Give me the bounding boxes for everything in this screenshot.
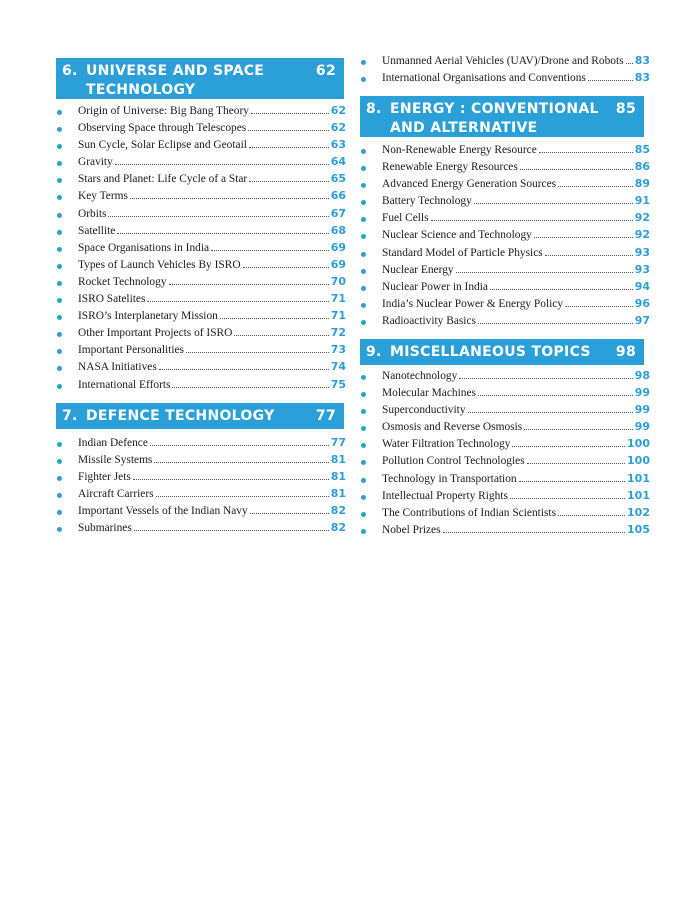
toc-entry[interactable] [56, 207, 346, 224]
bullet-icon [57, 144, 62, 149]
toc-entry-page: 68 [330, 223, 346, 237]
dot-leader [456, 272, 633, 273]
bullet-icon [361, 77, 366, 82]
dot-leader [249, 147, 329, 148]
toc-entry[interactable] [56, 292, 346, 309]
toc-entry-page: 86 [634, 160, 650, 174]
toc-list-section-8 [360, 143, 650, 331]
toc-entry-label: ISRO’s Interplanetary Mission [78, 310, 218, 323]
dot-leader [186, 352, 329, 353]
dot-leader [524, 429, 633, 430]
toc-entry[interactable] [360, 314, 650, 331]
dot-leader [558, 515, 625, 516]
toc-entry-page: 97 [634, 313, 650, 327]
toc-entry[interactable] [360, 420, 650, 437]
toc-entry-label: Gravity [78, 156, 113, 169]
toc-entry[interactable] [56, 378, 346, 395]
toc-entry-label: Origin of Universe: Big Bang Theory [78, 105, 249, 117]
dot-leader [558, 186, 633, 187]
bullet-icon [57, 384, 62, 389]
bullet-icon [57, 161, 62, 166]
bullet-icon [57, 442, 62, 447]
toc-entry[interactable] [360, 386, 650, 403]
dot-leader [249, 181, 328, 182]
toc-entry[interactable] [360, 506, 650, 523]
toc-entry-page: 100 [627, 454, 650, 468]
dot-leader [169, 284, 329, 285]
bullet-icon [57, 349, 62, 354]
toc-entry-page: 105 [627, 522, 650, 536]
section-title: DEFENCE TECHNOLOGY [86, 408, 275, 424]
toc-entry[interactable] [360, 454, 650, 471]
toc-entry[interactable] [56, 436, 346, 453]
bullet-icon [57, 247, 62, 252]
toc-entry-page: 82 [330, 521, 346, 535]
toc-entry[interactable] [360, 472, 650, 489]
toc-entry-label: Technology in Transportation [382, 472, 517, 485]
dot-leader [626, 63, 633, 64]
toc-entry-label: Key Terms [78, 190, 128, 203]
toc-entry[interactable] [56, 487, 346, 504]
section-title: MISCELLANEOUS TOPICS [390, 344, 591, 360]
toc-entry-page: 91 [634, 194, 650, 208]
section-number: 9. [366, 344, 382, 360]
bullet-icon [361, 443, 366, 448]
bullet-icon [361, 286, 366, 291]
toc-entry[interactable] [56, 343, 346, 360]
dot-leader [251, 113, 329, 114]
toc-entry-page: 89 [634, 177, 650, 191]
dot-leader [443, 532, 626, 533]
bullet-icon [57, 213, 62, 218]
bullet-icon [361, 478, 366, 483]
toc-entry-label: Indian Defence [78, 437, 148, 449]
bullet-icon [57, 298, 62, 303]
dot-leader [512, 446, 625, 447]
bullet-icon [361, 269, 366, 274]
toc-entry-label: Intellectual Property Rights [382, 489, 508, 502]
dot-leader [474, 203, 633, 204]
toc-entry-page: 71 [330, 292, 346, 306]
toc-entry-page: 75 [330, 377, 346, 391]
toc-entry-page: 77 [330, 436, 346, 449]
toc-entry-label: Important Personalities [78, 344, 184, 357]
bullet-icon [361, 183, 366, 188]
bullet-icon [57, 476, 62, 481]
toc-list-section-9 [360, 369, 650, 540]
toc-entry-label: Aircraft Carriers [78, 488, 154, 501]
toc-entry-label: Nanotechnology [382, 370, 458, 382]
toc-list-section-7 [56, 436, 346, 539]
section-number: 8. [366, 101, 382, 117]
toc-entry[interactable] [56, 504, 346, 521]
bullet-icon [361, 375, 366, 380]
toc-entry-page: 65 [330, 172, 346, 186]
toc-entry-label: International Organisations and Conventions [382, 72, 586, 85]
section-page: 98 [615, 344, 636, 360]
toc-entry-label: Fighter Jets [78, 471, 131, 484]
toc-entry-page: 93 [634, 262, 650, 276]
toc-entry[interactable] [360, 194, 650, 211]
toc-entry-page: 73 [330, 343, 346, 357]
bullet-icon [57, 230, 62, 235]
toc-entry-page: 94 [634, 279, 650, 293]
dot-leader [250, 513, 329, 514]
toc-entry-label: The Contributions of Indian Scientists [382, 506, 557, 519]
toc-entry-label: Standard Model of Particle Physics [382, 246, 543, 259]
toc-entry-label: Nuclear Science and Technology [382, 229, 532, 242]
section-header-7 [56, 403, 344, 429]
toc-entry[interactable] [56, 521, 346, 538]
toc-entry[interactable] [56, 121, 346, 138]
toc-entry-page: 99 [634, 420, 650, 434]
toc-entry-label: Missile Systems [78, 454, 153, 467]
toc-entry[interactable] [56, 224, 346, 241]
toc-entry[interactable] [360, 228, 650, 245]
dot-leader [534, 237, 633, 238]
toc-entry[interactable] [360, 369, 650, 386]
bullet-icon [361, 460, 366, 465]
bullet-icon [361, 166, 366, 171]
toc-entry-page: 74 [330, 360, 346, 374]
toc-entry-page: 81 [330, 453, 346, 467]
dot-leader [156, 496, 329, 497]
toc-entry[interactable] [360, 437, 650, 454]
bullet-icon [57, 281, 62, 286]
toc-entry-page: 100 [627, 437, 650, 451]
dot-leader [478, 395, 633, 396]
toc-entry[interactable] [56, 104, 346, 121]
toc-entry-page: 66 [330, 189, 346, 203]
toc-entry[interactable] [360, 403, 650, 420]
dot-leader [490, 289, 633, 290]
bullet-icon [361, 60, 366, 65]
toc-entry-page: 83 [634, 54, 650, 67]
toc-entry-label: Stars and Planet: Life Cycle of a Star [78, 173, 248, 186]
dot-leader [211, 250, 329, 251]
toc-entry-label: Non-Renewable Energy Resource [382, 144, 537, 156]
toc-entry-page: 63 [330, 138, 346, 152]
toc-entry-label: Molecular Machines [382, 387, 476, 400]
section-title: ENERGY : CONVENTIONAL AND ALTERNATIVE [390, 101, 599, 136]
toc-entry[interactable] [360, 177, 650, 194]
toc-entry-label: Rocket Technology [78, 275, 167, 288]
dot-leader [117, 233, 328, 234]
dot-leader [133, 479, 329, 480]
toc-entry-label: Radioactivity Basics [382, 314, 476, 327]
toc-entry-page: 81 [330, 470, 346, 484]
toc-entry[interactable] [56, 275, 346, 292]
toc-entry-label: Observing Space through Telescopes [78, 122, 247, 135]
toc-entry-label: Nuclear Power in India [382, 280, 488, 293]
toc-entry[interactable] [56, 309, 346, 326]
dot-leader [134, 530, 329, 531]
toc-entry-page: 92 [634, 211, 650, 225]
toc-entry-page: 98 [634, 369, 650, 382]
toc-entry-label: Types of Launch Vehicles By ISRO [78, 258, 241, 271]
toc-entry-page: 72 [330, 326, 346, 340]
toc-entry-label: India’s Nuclear Power & Energy Policy [382, 297, 564, 310]
toc-entry-page: 70 [330, 274, 346, 288]
bullet-icon [361, 320, 366, 325]
dot-leader [130, 198, 329, 199]
toc-entry-page: 81 [330, 487, 346, 501]
toc-entry[interactable] [360, 280, 650, 297]
dot-leader [478, 323, 633, 324]
section-number: 7. [62, 408, 78, 424]
toc-entry[interactable] [56, 189, 346, 206]
bullet-icon [361, 149, 366, 154]
bullet-icon [361, 252, 366, 257]
dot-leader [588, 80, 633, 81]
toc-entry[interactable] [56, 453, 346, 470]
toc-entry-label: Orbits [78, 207, 107, 220]
section-header-8 [360, 96, 644, 137]
toc-entry[interactable] [56, 360, 346, 377]
section-title: UNIVERSE AND SPACE TECHNOLOGY [86, 63, 265, 98]
dot-leader [431, 220, 633, 221]
bullet-icon [361, 512, 366, 517]
toc-entry-label: Nobel Prizes [382, 523, 441, 536]
toc-entry[interactable] [56, 258, 346, 275]
toc-entry-label: Fuel Cells [382, 212, 429, 225]
bullet-icon [361, 495, 366, 500]
bullet-icon [361, 409, 366, 414]
toc-entry-label: Osmosis and Reverse Osmosis [382, 421, 523, 434]
toc-list-section-6 [56, 104, 346, 395]
dot-leader [159, 369, 329, 370]
dot-leader [220, 318, 329, 319]
toc-list-continued [360, 54, 650, 88]
toc-entry-label: Important Vessels of the Indian Navy [78, 505, 248, 518]
toc-entry-page: 62 [330, 104, 346, 117]
toc-entry-page: 69 [330, 240, 346, 254]
toc-entry-label: NASA Initiatives [78, 361, 157, 374]
toc-entry-label: Pollution Control Technologies [382, 455, 525, 468]
bullet-icon [361, 529, 366, 534]
toc-entry-label: Unmanned Aerial Vehicles (UAV)/Drone and Robots [382, 55, 624, 67]
toc-entry-page: 83 [634, 71, 650, 85]
toc-entry-label: International Efforts [78, 378, 171, 391]
bullet-icon [57, 264, 62, 269]
dot-leader [234, 335, 328, 336]
toc-entry-page: 71 [330, 309, 346, 323]
toc-entry-label: Satellite [78, 224, 116, 237]
toc-entry-label: Battery Technology [382, 195, 472, 208]
bullet-icon [57, 195, 62, 200]
bullet-icon [361, 217, 366, 222]
dot-leader [150, 445, 329, 446]
dot-leader [243, 267, 329, 268]
toc-entry-page: 69 [330, 257, 346, 271]
dot-leader [459, 378, 632, 379]
bullet-icon [57, 110, 62, 115]
dot-leader [565, 306, 633, 307]
bullet-icon [57, 527, 62, 532]
bullet-icon [57, 127, 62, 132]
toc-entry[interactable] [56, 172, 346, 189]
toc-entry[interactable] [360, 160, 650, 177]
bullet-icon [57, 493, 62, 498]
toc-entry-page: 92 [634, 228, 650, 242]
bullet-icon [57, 332, 62, 337]
toc-entry[interactable] [360, 143, 650, 160]
bullet-icon [361, 426, 366, 431]
section-page: 62 [315, 63, 336, 79]
dot-leader [468, 412, 633, 413]
dot-leader [172, 387, 328, 388]
toc-entry-label: ISRO Satelites [78, 293, 146, 306]
dot-leader [154, 462, 328, 463]
dot-leader [108, 216, 328, 217]
toc-entry[interactable] [360, 263, 650, 280]
dot-leader [539, 152, 633, 153]
bullet-icon [57, 315, 62, 320]
toc-entry-label: Submarines [78, 522, 132, 535]
toc-entry[interactable] [56, 155, 346, 172]
dot-leader [510, 498, 625, 499]
dot-leader [545, 255, 633, 256]
toc-entry[interactable] [56, 138, 346, 155]
toc-entry-page: 85 [634, 143, 650, 156]
toc-entry[interactable] [360, 523, 650, 540]
dot-leader [519, 481, 625, 482]
toc-entry[interactable] [360, 211, 650, 228]
dot-leader [520, 169, 633, 170]
toc-entry-page: 67 [330, 206, 346, 220]
toc-entry[interactable] [360, 297, 650, 314]
toc-entry[interactable] [360, 71, 650, 88]
toc-entry-page: 82 [330, 504, 346, 518]
toc-entry[interactable] [56, 470, 346, 487]
dot-leader [115, 164, 329, 165]
toc-entry-label: Advanced Energy Generation Sources [382, 178, 557, 191]
bullet-icon [57, 366, 62, 371]
toc-entry[interactable] [360, 489, 650, 506]
dot-leader [147, 301, 328, 302]
toc-entry[interactable] [360, 54, 650, 71]
section-number: 6. [62, 63, 78, 79]
toc-entry[interactable] [56, 326, 346, 343]
toc-entry-page: 64 [330, 155, 346, 169]
bullet-icon [361, 392, 366, 397]
toc-entry-page: 99 [634, 403, 650, 417]
toc-entry[interactable] [360, 246, 650, 263]
toc-entry-label: Other Important Projects of ISRO [78, 327, 233, 340]
toc-entry-page: 96 [634, 296, 650, 310]
toc-entry-page: 101 [627, 471, 650, 485]
toc-entry[interactable] [56, 241, 346, 258]
toc-entry-page: 102 [627, 505, 650, 519]
toc-entry-label: Space Organisations in India [78, 241, 210, 254]
bullet-icon [57, 178, 62, 183]
bullet-icon [57, 459, 62, 464]
dot-leader [527, 463, 625, 464]
section-page: 77 [315, 408, 336, 424]
bullet-icon [57, 510, 62, 515]
toc-entry-label: Renewable Energy Resources [382, 161, 518, 174]
toc-entry-page: 99 [634, 386, 650, 400]
toc-entry-page: 101 [627, 488, 650, 502]
section-header-9 [360, 339, 644, 365]
bullet-icon [361, 303, 366, 308]
toc-entry-label: Nuclear Energy [382, 263, 454, 276]
toc-entry-label: Water Filtration Technology [382, 438, 511, 451]
toc-entry-label: Superconductivity [382, 404, 466, 417]
toc-entry-label: Sun Cycle, Solar Eclipse and Geotail [78, 139, 247, 152]
dot-leader [248, 130, 328, 131]
toc-entry-page: 93 [634, 245, 650, 259]
bullet-icon [361, 234, 366, 239]
section-page: 85 [615, 101, 636, 117]
section-header-6 [56, 58, 344, 99]
toc-entry-page: 62 [330, 121, 346, 135]
bullet-icon [361, 200, 366, 205]
